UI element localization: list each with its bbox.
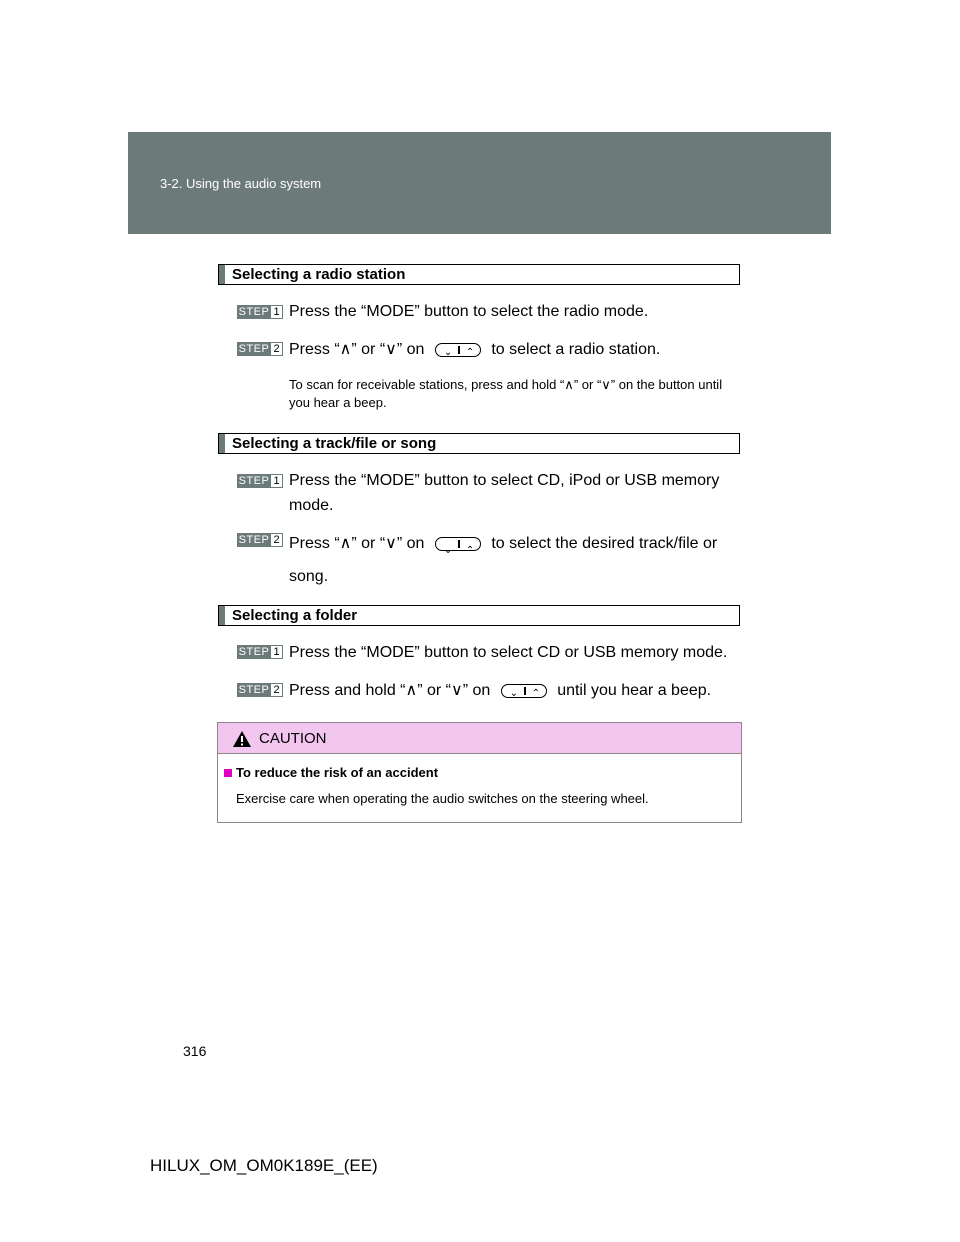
note-text: To scan for receivable stations, press and hold “∧” or “∨” on the button until you hear a beep. [289, 377, 723, 410]
caution-item-body: Exercise care when operating the audio switches on the steering wheel. [236, 791, 649, 806]
section-title: Selecting a radio station [232, 266, 406, 283]
step-badge: STEP 2 [237, 342, 283, 356]
step-text: Press “∧” or “∨” on ⌄ ⌃ to select the desired track/file or song. [289, 535, 718, 585]
caution-box [217, 722, 742, 823]
step-badge: STEP 2 [237, 683, 283, 697]
step-text: Press the “MODE” button to select the radio mode. [289, 303, 649, 320]
section-heading-folder [218, 605, 740, 626]
steering-switch-icon: ⌄ ⌃ [501, 684, 547, 698]
document-code: HILUX_OM_OM0K189E_(EE) [150, 1156, 378, 1175]
step-text: Press the “MODE” button to select CD, iPod or USB memory mode. [289, 472, 720, 514]
steering-switch-icon: ⌄ ⌃ [435, 537, 481, 551]
caution-title: CAUTION [259, 730, 327, 747]
step-text: Press the “MODE” button to select CD or USB memory mode. [289, 644, 728, 661]
bullet-square-icon [224, 769, 232, 777]
step-badge: STEP 1 [237, 305, 283, 319]
warning-icon [232, 730, 252, 748]
section-title: Selecting a track/file or song [232, 435, 437, 452]
step-badge: STEP 2 [237, 533, 283, 547]
caution-header [218, 723, 741, 754]
breadcrumb: 3-2. Using the audio system [160, 176, 322, 191]
section-heading-radio [218, 264, 740, 285]
caution-item-title: To reduce the risk of an accident [224, 765, 438, 780]
step-text: Press and hold “∧” or “∨” on ⌄ ⌃ until you hear a beep. [289, 682, 712, 699]
section-heading-track [218, 433, 740, 454]
page-number: 316 [183, 1043, 207, 1059]
page-header [128, 132, 831, 234]
step-badge: STEP 1 [237, 474, 283, 488]
section-title: Selecting a folder [232, 607, 358, 624]
steering-switch-icon: ⌄ ⌃ [435, 343, 481, 357]
step-badge: STEP 1 [237, 645, 283, 659]
step-text: Press “∧” or “∨” on ⌄ ⌃ to select a radio station. [289, 341, 661, 358]
